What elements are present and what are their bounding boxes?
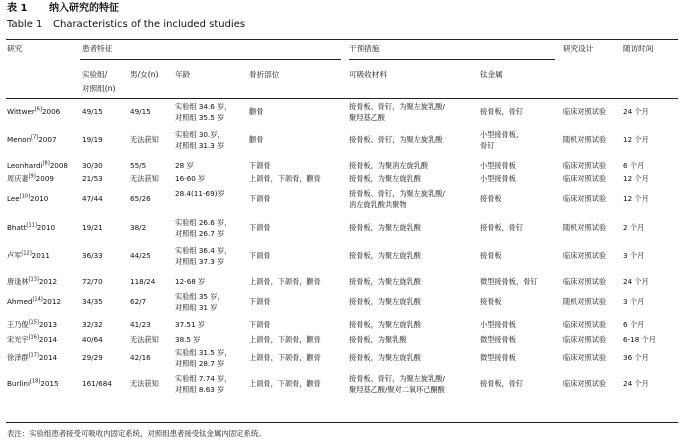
absorbable-material-cell: 接骨板，为聚左旋乳酸 [349, 174, 421, 183]
absorbable-material-cell: 接骨板，为聚乳酸 [349, 335, 407, 344]
header-age: 年龄 [175, 70, 191, 79]
titanium-cell: 接骨板 [480, 194, 502, 204]
age-cell: 实验组 30.岁， [175, 130, 225, 139]
age-cell: 对照组 31 岁 [175, 302, 218, 312]
header-bottom-rule [6, 98, 678, 99]
followup-cell: 24 个月 [623, 107, 649, 117]
study-design-cell: 随机对照试验 [563, 297, 607, 307]
caption-en-label: Table 1 [7, 19, 43, 30]
study-year: 2010 [36, 223, 56, 233]
study-cell [7, 251, 50, 262]
bottom-rule [6, 422, 678, 423]
study-cell [7, 297, 61, 308]
followup-cell: 36 个月 [623, 353, 649, 363]
followup-cell: 2 个月 [623, 223, 645, 233]
fracture-site-cell: 上颌骨，下颌骨，颧骨 [249, 379, 321, 389]
titanium-cell: 小型接骨板 [480, 161, 516, 170]
study-name: 王乃俊 [7, 320, 29, 329]
fracture-site-cell: 上颌骨，下颌骨，颧骨 [249, 277, 321, 286]
study-year: 2006 [41, 107, 61, 117]
sample-size-cell: 161/684 [82, 379, 112, 389]
fracture-site-cell: 下颌骨 [249, 194, 271, 204]
caption-en-title: Characteristics of the included studies [53, 19, 246, 30]
titanium-cell: 微型接骨板 [480, 335, 516, 344]
study-name: Lee [7, 194, 20, 204]
study-cell [7, 277, 57, 288]
study-name: 周庆妻 [7, 174, 29, 183]
followup-cell: 12 个月 [623, 194, 649, 204]
age-cell: 12-68 岁 [175, 277, 206, 286]
age-cell: 实验组 7.74 岁， [175, 374, 232, 383]
followup-cell: 24 个月 [623, 379, 649, 389]
followup-cell: 12 个月 [623, 174, 649, 183]
header-n-line2: 对照组(n) [82, 84, 116, 93]
age-cell: 实验组 34.6 岁， [175, 102, 232, 111]
study-design-cell: 随机对照试验 [563, 135, 607, 145]
titanium-cell: 小型接骨板， [480, 130, 524, 139]
study-design-cell: 临床对照试验 [563, 161, 607, 170]
titanium-cell: 小型接骨板 [480, 174, 516, 183]
followup-cell: 12 个月 [623, 135, 649, 145]
study-reference: [16] [28, 334, 39, 341]
study-year: 2015 [40, 379, 59, 389]
absorbable-material-cell: 接骨板、骨钉，为聚左旋乳酸/ [349, 102, 445, 111]
study-cell [7, 223, 55, 234]
caption-cn-title: 纳入研究的特征 [49, 3, 119, 14]
study-year: 2008 [49, 161, 68, 170]
study-design-cell: 临床对照试验 [563, 107, 607, 117]
followup-cell: 6 个月 [623, 320, 645, 329]
absorbable-material-cell: 接骨板、骨钉，为聚左旋乳酸/ [349, 374, 445, 383]
study-name: Leonhardi [7, 161, 43, 170]
study-year: 2009 [35, 174, 54, 183]
fracture-site-cell: 上颌骨，下颌骨，颧骨 [249, 335, 321, 344]
sample-size-cell: 32/32 [82, 320, 103, 329]
sample-size-cell: 40/64 [82, 335, 103, 344]
study-cell [7, 107, 60, 118]
sample-size-cell: 47/44 [82, 194, 103, 204]
absorbable-material-cell: 聚羟基乙酸 [349, 112, 385, 122]
study-year: 2012 [42, 297, 62, 307]
followup-cell: 6 个月 [623, 161, 645, 170]
study-design-cell: 临床对照试验 [563, 353, 607, 363]
titanium-cell: 接骨板，骨钉 [480, 107, 524, 117]
sex-ratio-cell: 62/7 [130, 297, 147, 307]
age-cell: 38.5 岁 [175, 335, 201, 344]
sex-ratio-cell: 无法获知 [130, 335, 159, 344]
study-reference: [15] [28, 319, 39, 326]
sex-ratio-cell: 55/5 [130, 161, 147, 170]
fracture-site-cell: 下颌骨 [249, 297, 271, 307]
study-design-cell: 临床对照试验 [563, 174, 607, 183]
study-design-cell: 临床对照试验 [563, 277, 607, 286]
study-year: 2012 [38, 277, 58, 286]
absorbable-material-cell: 接骨板，为聚左旋乳酸 [349, 251, 421, 261]
sample-size-cell: 30/30 [82, 161, 103, 170]
study-design-cell: 随机对照试验 [563, 223, 607, 233]
study-name: Bhatt [7, 223, 27, 233]
fracture-site-cell: 下颌骨 [249, 320, 271, 329]
sample-size-cell: 29/29 [82, 353, 103, 363]
study-name: 徐泽群 [7, 353, 29, 363]
age-cell: 对照组 8.63 岁 [175, 384, 225, 394]
age-cell: 实验组 31.5 岁， [175, 348, 232, 357]
sex-ratio-cell: 无法获知 [130, 135, 159, 145]
header-sex: 男/女(n) [130, 70, 159, 79]
absorbable-material-cell: 接骨板，为聚左旋乳酸 [349, 353, 421, 363]
sex-ratio-cell: 44/25 [130, 251, 151, 261]
sample-size-cell: 49/15 [82, 107, 103, 117]
header-followup: 随访时间 [623, 44, 654, 53]
study-year: 2014 [38, 353, 58, 363]
study-reference: [18] [30, 378, 41, 385]
study-cell [7, 174, 54, 185]
sex-ratio-cell: 118/24 [130, 277, 156, 286]
age-cell: 对照组 35.5 岁 [175, 112, 225, 122]
study-name: Burlini [7, 379, 30, 389]
study-design-cell: 临床对照试验 [563, 320, 607, 329]
study-name: Ahmed [7, 297, 33, 307]
fracture-site-cell: 上颌骨，下颌骨，颧骨 [249, 174, 321, 183]
absorbable-material-cell: 消左旋乳酸共聚物 [349, 199, 407, 209]
fracture-site-cell: 下颌骨 [249, 161, 271, 170]
study-cell [7, 353, 57, 364]
study-name: Wittwer [7, 107, 35, 117]
header-patient: 患者特征 [82, 44, 113, 53]
study-cell [7, 320, 57, 331]
study-reference: [13] [28, 276, 39, 283]
followup-cell: 3 个月 [623, 297, 645, 307]
fracture-site-cell: 下颌骨 [249, 223, 271, 233]
followup-cell: 3 个月 [623, 251, 645, 261]
sex-ratio-cell: 65/26 [130, 194, 151, 204]
top-rule [6, 39, 678, 40]
titanium-cell: 小型接骨板 [480, 320, 516, 329]
study-reference: [11] [26, 222, 37, 229]
followup-cell: 24 个月 [623, 277, 649, 286]
study-name: 卢军 [7, 251, 22, 261]
study-reference: [17] [28, 352, 39, 359]
titanium-cell: 微型接骨板，骨钉 [480, 277, 538, 286]
study-cell [7, 194, 48, 205]
titanium-cell: 接骨板，骨钉 [480, 223, 524, 233]
age-cell: 对照组 31.3 岁 [175, 140, 225, 150]
sample-size-cell: 72/70 [82, 277, 103, 286]
header-titanium: 钛金属 [480, 70, 503, 79]
study-reference: [8] [42, 160, 50, 167]
sex-ratio-cell: 无法获知 [130, 174, 159, 183]
sex-ratio-cell: 41/23 [130, 320, 151, 329]
absorbable-material-cell: 接骨板、骨钉，为聚左旋乳酸/ [349, 189, 445, 198]
study-year: 2011 [31, 251, 50, 261]
study-design-cell: 临床对照试验 [563, 335, 607, 344]
study-reference: [12] [21, 250, 32, 257]
table-caption-en [7, 19, 245, 31]
study-reference: [7] [31, 134, 39, 141]
study-reference: [10] [19, 193, 30, 200]
sample-size-cell: 34/35 [82, 297, 103, 307]
patient-group-rule [80, 59, 341, 60]
age-cell: 实验组 35 岁， [175, 292, 225, 301]
absorbable-material-cell: 聚羟基乙酸/聚对二氧环己酮酸 [349, 384, 445, 394]
study-cell [7, 379, 59, 390]
absorbable-material-cell: 接骨板，为聚左旋乳酸 [349, 277, 421, 286]
study-year: 2014 [38, 335, 58, 344]
age-cell: 28.4(11-69)岁 [175, 189, 225, 198]
age-cell: 对照组 26.7 岁 [175, 228, 225, 238]
fracture-site-cell: 上颌骨，下颌骨，颧骨 [249, 353, 321, 363]
table-footnote: 表注：实验组患者接受可吸收内固定系统，对照组患者接受钛金属内固定系统。 [7, 429, 266, 438]
titanium-cell: 接骨板 [480, 297, 502, 307]
sample-size-cell: 19/21 [82, 223, 103, 233]
sex-ratio-cell: 38/2 [130, 223, 147, 233]
age-cell: 37.51 岁 [175, 320, 206, 329]
header-study: 研究 [7, 44, 23, 53]
age-cell: 对照组 37.3 岁 [175, 256, 225, 266]
study-design-cell: 临床对照试验 [563, 251, 607, 261]
table-caption-cn [7, 3, 119, 15]
fracture-site-cell: 下颌骨 [249, 251, 271, 261]
age-cell: 对照组 28.7 岁 [175, 358, 225, 368]
study-cell [7, 135, 57, 146]
header-site: 骨折部位 [249, 70, 280, 79]
sex-ratio-cell: 42/16 [130, 353, 151, 363]
followup-cell: 6-18 个月 [623, 335, 656, 344]
header-absorb: 可吸收材料 [349, 70, 387, 79]
study-design-cell: 临床对照试验 [563, 379, 607, 389]
absorbable-material-cell: 接骨板，为聚左旋乳酸 [349, 320, 421, 329]
study-year: 2010 [30, 194, 49, 204]
study-cell [7, 161, 68, 172]
titanium-cell: 接骨板，骨钉 [480, 379, 524, 389]
study-reference: [6] [34, 106, 42, 113]
age-cell: 实验组 26.6 岁， [175, 218, 232, 227]
study-year: 2007 [38, 135, 57, 145]
absorbable-material-cell: 接骨板，为聚左旋乳酸 [349, 223, 421, 233]
absorbable-material-cell: 接骨板、骨钉，为聚左旋乳酸 [349, 135, 443, 145]
study-name: Menon [7, 135, 32, 145]
sample-size-cell: 21/53 [82, 174, 103, 183]
header-n-line1: 实验组/ [82, 70, 108, 79]
intervention-group-rule [349, 59, 555, 60]
study-name: 唐逢林 [7, 277, 29, 286]
sex-ratio-cell: 无法获知 [130, 379, 159, 389]
study-reference: [14] [32, 296, 43, 303]
study-year: 2013 [38, 320, 58, 329]
sample-size-cell: 36/33 [82, 251, 103, 261]
age-cell: 16-60 岁 [175, 174, 206, 183]
titanium-cell: 微型接骨板 [480, 353, 516, 363]
study-name: 宋光宇 [7, 335, 29, 344]
sex-ratio-cell: 49/15 [130, 107, 151, 117]
header-intervention: 干预措施 [349, 44, 380, 53]
fracture-site-cell: 颧骨 [249, 135, 264, 145]
study-cell [7, 335, 57, 346]
caption-cn-label: 表 1 [7, 3, 28, 14]
age-cell: 实验组 36.4 岁， [175, 246, 232, 255]
header-design: 研究设计 [563, 44, 594, 53]
sample-size-cell: 19/19 [82, 135, 103, 145]
fracture-site-cell: 颧骨 [249, 107, 264, 117]
age-cell: 28 岁 [175, 161, 194, 170]
study-design-cell: 临床对照试验 [563, 194, 607, 204]
absorbable-material-cell: 接骨板，为聚消左旋乳酸 [349, 161, 429, 170]
study-reference: [9] [28, 173, 36, 180]
titanium-cell: 骨钉 [480, 140, 495, 150]
absorbable-material-cell: 接骨板，为聚左旋乳酸 [349, 297, 421, 307]
titanium-cell: 接骨板 [480, 251, 502, 261]
